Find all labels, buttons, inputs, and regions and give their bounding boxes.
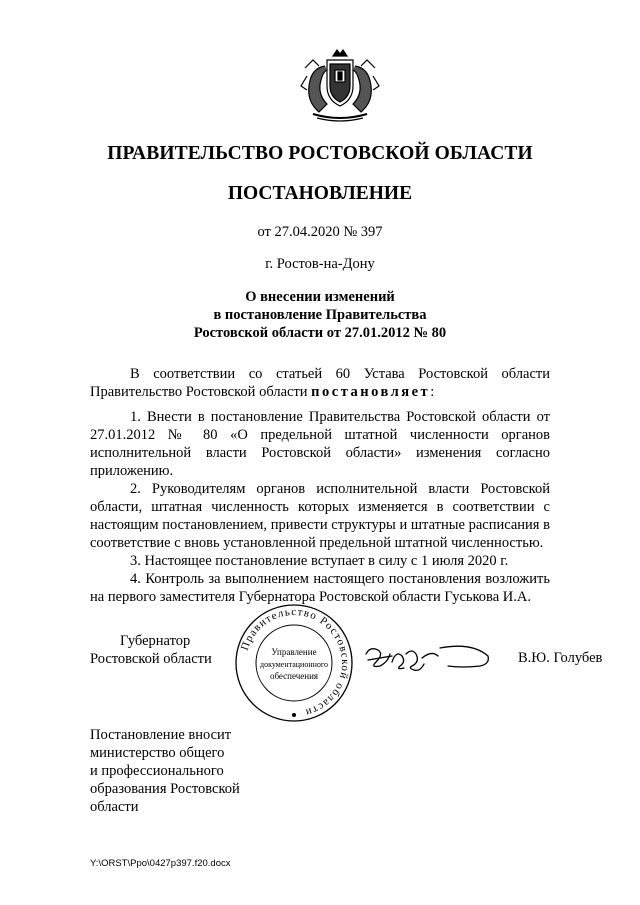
doc-city: г. Ростов-на-Дону	[265, 256, 375, 272]
official-stamp-icon	[232, 601, 356, 725]
handwritten-signature	[362, 640, 492, 680]
org-title: ПРАВИТЕЛЬСТВО РОСТОВСКОЙ ОБЛАСТИ	[107, 143, 533, 164]
intro-paragraph	[90, 365, 550, 401]
subject-line: О внесении изменений	[245, 289, 395, 305]
stamp-line: обеспечения	[269, 671, 319, 681]
intro-decree-word: постановляет	[311, 384, 431, 400]
submitter-line: Постановление вносит	[90, 727, 232, 743]
submitter-line: министерство общего	[90, 745, 225, 761]
submitter-line: области	[90, 799, 139, 815]
subject-line: в постановление Правительства	[213, 307, 427, 323]
doc-subject	[0, 288, 640, 342]
decree-items	[90, 408, 550, 606]
decree-item: 2. Руководителям органов исполнительной власти Ростовской области, штатная численность которых изменяется в соответствии с настоящим постановлением, привести структуры и штатные расписания в соответствие с вновь установленной предельной штатной численностью.	[90, 481, 550, 551]
submitter-line: образования Ростовской	[90, 781, 240, 797]
signatory-name: В.Ю. Голубев	[518, 650, 603, 666]
stamp-ring-text: Правительство Ростовской области	[238, 605, 352, 719]
subject-line: Ростовской области от 27.01.2012 № 80	[193, 325, 447, 341]
signatory-position-line: Ростовской области	[90, 651, 212, 667]
decree-item: 4. Контроль за выполнением настоящего постановления возложить на первого заместителя Губернатора Ростовской области Гуськова И.А.	[90, 571, 550, 605]
coat-of-arms-icon	[297, 46, 383, 124]
stamp-line: Управление	[271, 647, 317, 657]
submitter-line: и профессионального	[90, 763, 224, 779]
decree-item: 3. Настоящее постановление вступает в силу с 1 июля 2020 г.	[130, 553, 509, 569]
intro-text: В соответствии со статьей 60 Устава Ростовской области Правительство Ростовской области	[90, 366, 550, 400]
file-path: Y:\ORST\Ppo\0427p397.f20.docx	[90, 858, 231, 869]
signatory-position	[90, 632, 230, 668]
decree-item: 1. Внести в постановление Правительства Ростовской области от 27.01.2012 № 80 «О предельной штатной численности органов исполнительной власти Ростовской области» изменения согласно приложению.	[90, 409, 550, 479]
signatory-position-line: Губернатор	[120, 633, 191, 649]
submitter-note	[90, 726, 270, 816]
doc-type-title: ПОСТАНОВЛЕНИЕ	[227, 183, 413, 204]
stamp-line: документационного	[260, 660, 328, 669]
doc-date-number: от 27.04.2020 № 397	[257, 224, 383, 240]
intro-colon: :	[430, 384, 435, 400]
